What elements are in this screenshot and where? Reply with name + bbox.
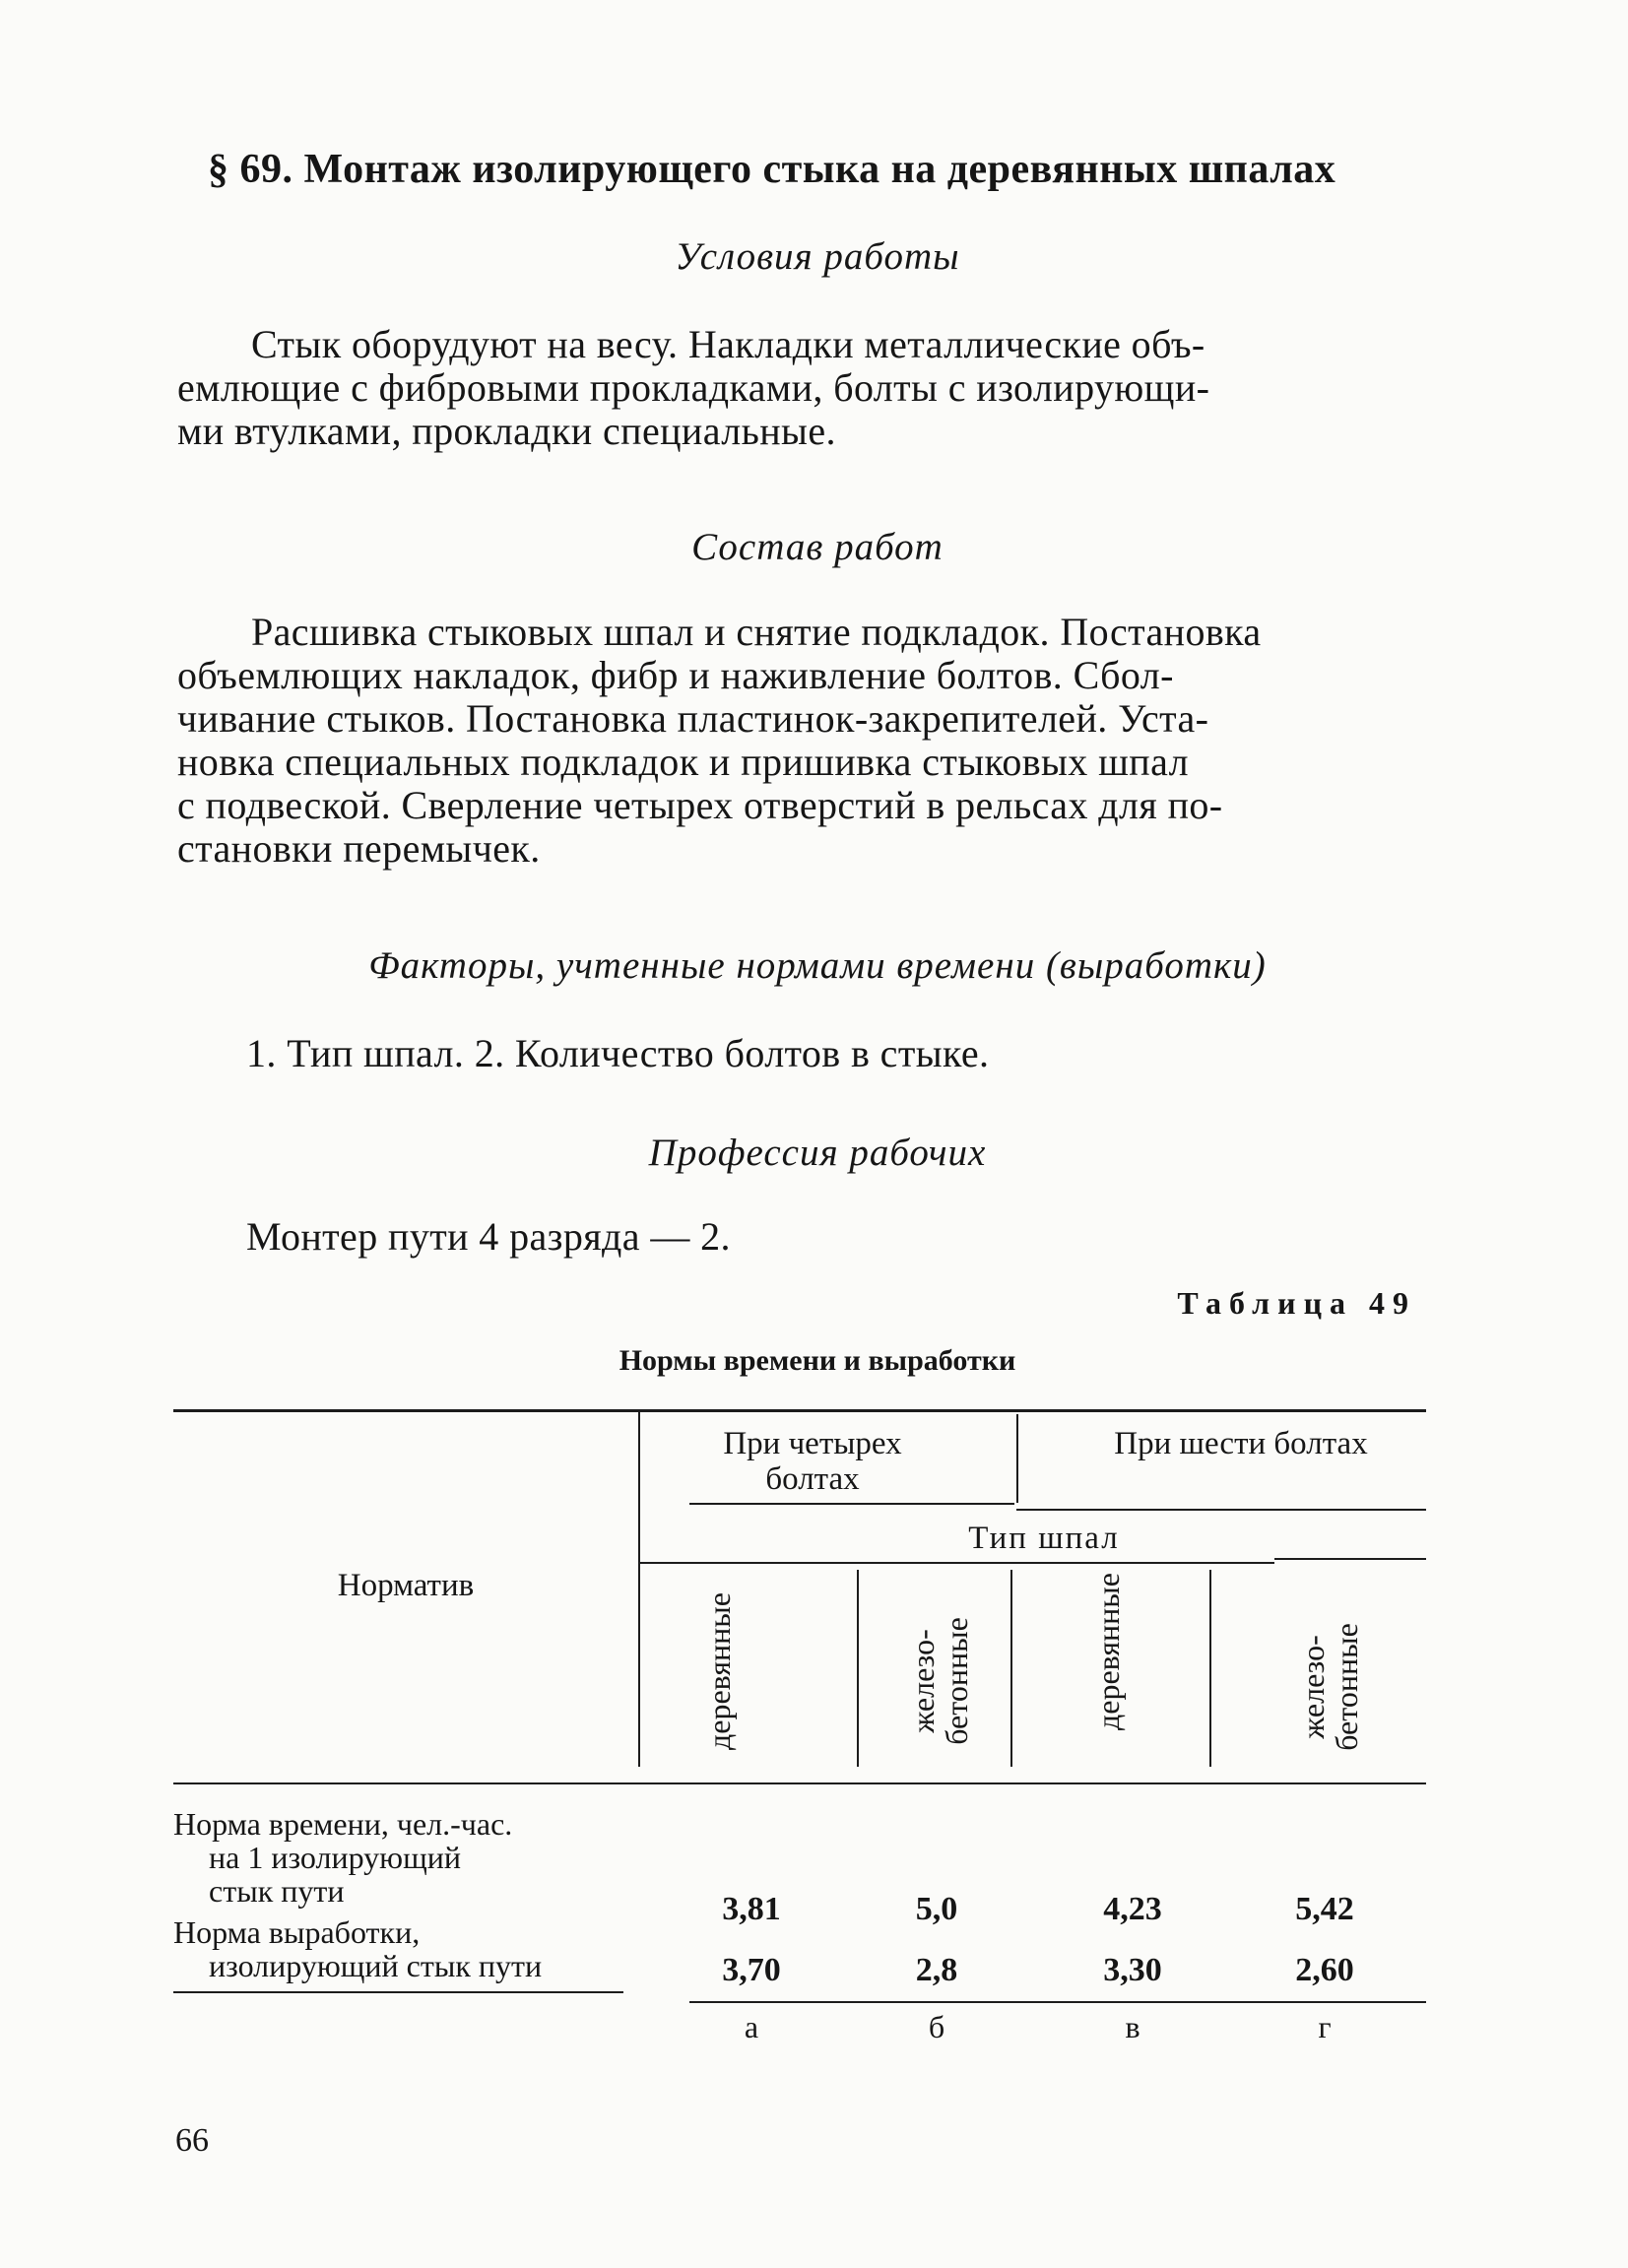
- table-title: Нормы времени и выработки: [619, 1344, 1016, 1377]
- row-label-line: Норма времени, чел.-час.: [173, 1806, 513, 1842]
- row-label-underline: [173, 1991, 623, 1993]
- page-number: 66: [175, 2122, 209, 2159]
- row-label-line: Норма выработки,: [173, 1914, 421, 1950]
- column-header-concrete: железо-бетонные: [905, 1617, 974, 1745]
- profession-line: Монтер пути 4 разряда — 2.: [246, 1214, 731, 1259]
- composition-line: становки перемычек.: [177, 826, 541, 871]
- time-norm-value: 3,81: [722, 1891, 781, 1927]
- composition-line: чивание стыков. Постановка пластинок-закрепителей. Уста-: [177, 696, 1209, 741]
- column-header-concrete: железо-бетонные: [1295, 1623, 1364, 1751]
- output-norm-value: 3,70: [722, 1952, 781, 1988]
- group1-underline: [689, 1503, 1014, 1505]
- conditions-line: емлющие с фибровыми прокладками, болты с изолирующи-: [177, 365, 1210, 410]
- group2-underline: [1016, 1509, 1426, 1511]
- column-rule-3: [1209, 1570, 1211, 1767]
- column-letter: б: [928, 2009, 945, 2044]
- column-letter: в: [1125, 2009, 1140, 2044]
- group-divider-rule: [1016, 1414, 1018, 1503]
- table-bottom-rule: [689, 2001, 1426, 2003]
- sleeper-type-header: Тип шпал: [968, 1521, 1120, 1556]
- composition-title: Состав работ: [691, 526, 944, 568]
- composition-paragraph: [177, 611, 1443, 871]
- profession-text: [177, 1215, 1443, 1259]
- composition-line: объемлющих накладок, фибр и наживление болтов. Сбол-: [177, 653, 1174, 697]
- column-letter: г: [1318, 2009, 1332, 2044]
- composition-line: Расшивка стыковых шпал и снятие подкладок. Постановка: [251, 610, 1262, 654]
- output-norm-value: 2,60: [1295, 1952, 1354, 1988]
- group-four-bolts-header: При четырех болтах: [723, 1426, 902, 1497]
- group-six-bolts-header: При шести болтах: [1114, 1426, 1368, 1461]
- row-label-line: изолирующий стык пути: [209, 1948, 543, 1983]
- output-norm-value: 2,8: [915, 1952, 958, 1988]
- table-top-rule: [173, 1409, 1426, 1412]
- conditions-paragraph: [177, 323, 1443, 453]
- time-norm-value: 5,0: [915, 1891, 958, 1927]
- profession-title: Профессия рабочих: [648, 1132, 987, 1174]
- column-header-wooden: деревянные: [701, 1591, 737, 1751]
- time-norm-value: 4,23: [1103, 1891, 1162, 1927]
- time-norm-value: 5,42: [1295, 1891, 1354, 1927]
- column-rule-1: [857, 1570, 859, 1767]
- sleeper-type-underline: [640, 1562, 1274, 1564]
- normative-header: Норматив: [337, 1568, 475, 1603]
- row-label-line: стык пути: [209, 1873, 345, 1909]
- row-label-output-norm: [173, 1915, 542, 1982]
- output-norm-value: 3,30: [1103, 1952, 1162, 1988]
- column-rule-2: [1010, 1570, 1012, 1767]
- factors-text: [177, 1032, 1443, 1075]
- row-label-line: на 1 изолирующий: [209, 1840, 461, 1875]
- header-bottom-rule: [173, 1782, 1426, 1784]
- row-label-time-norm: [173, 1807, 512, 1908]
- column-header-wooden: деревянные: [1090, 1572, 1126, 1731]
- header-vertical-rule: [638, 1412, 640, 1767]
- section-heading: § 69. Монтаж изолирующего стыка на деревянных шпалах: [208, 147, 1336, 192]
- conditions-line: Стык оборудуют на весу. Накладки металлические объ-: [251, 322, 1205, 366]
- factors-line: 1. Тип шпал. 2. Количество болтов в стыке.: [246, 1031, 990, 1075]
- composition-line: новка специальных подкладок и пришивка стыковых шпал: [177, 740, 1189, 784]
- factors-title: Факторы, учтенные нормами времени (выработки): [368, 944, 1267, 987]
- conditions-title: Условия работы: [675, 235, 960, 278]
- composition-line: с подвеской. Сверление четырех отверстий в рельсах для по-: [177, 783, 1223, 827]
- conditions-line: ми втулками, прокладки специальные.: [177, 409, 836, 453]
- column-letter: а: [744, 2009, 759, 2044]
- sleeper-type-underline-right: [1274, 1558, 1426, 1560]
- table-number: Таблица 49: [1177, 1285, 1416, 1321]
